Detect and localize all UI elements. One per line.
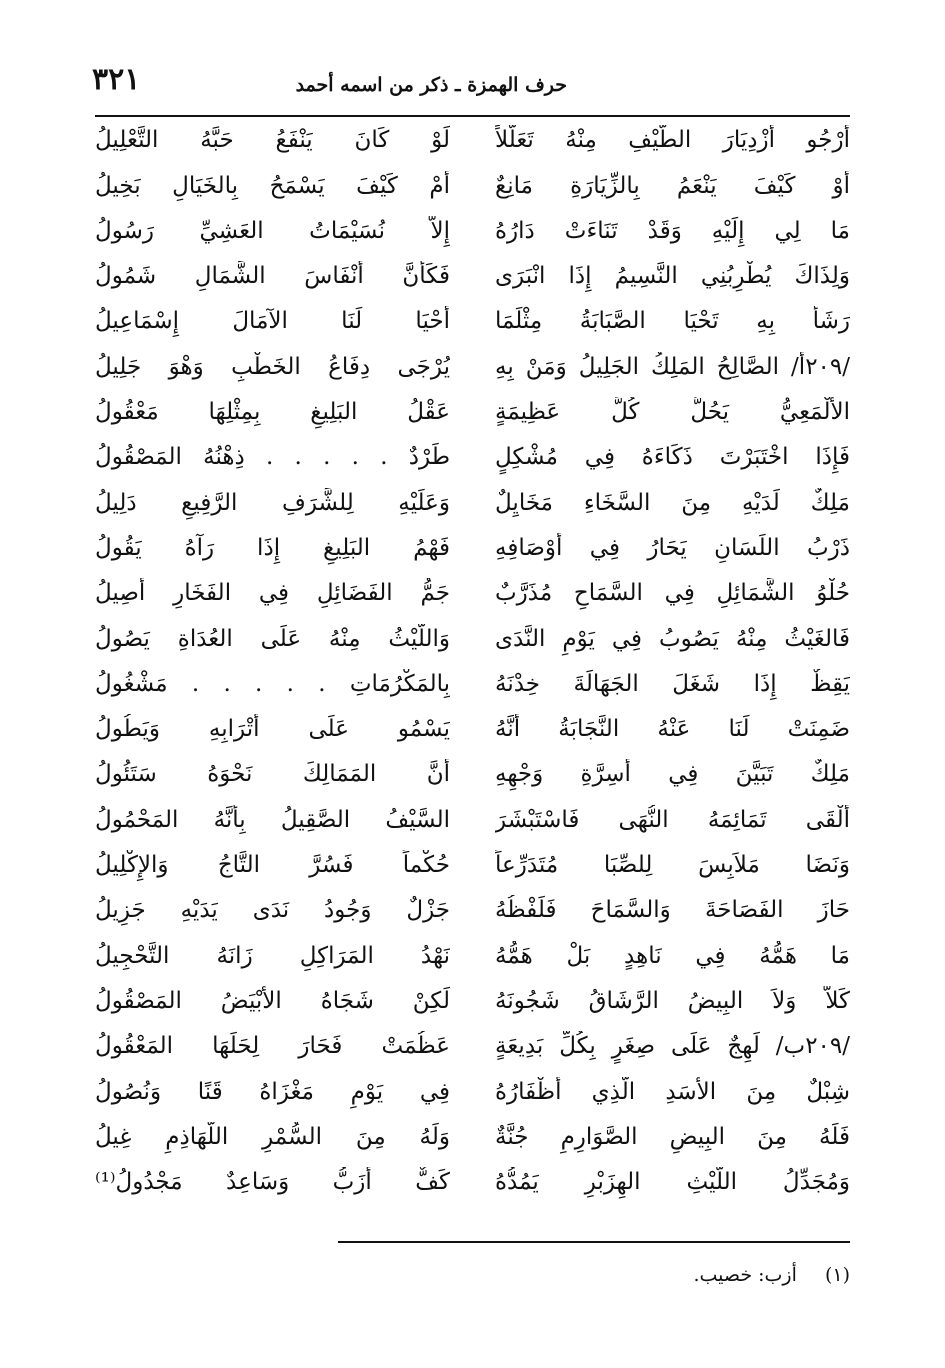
verse-line <box>95 888 850 933</box>
verse-second-hemistich: لَوْ كَانَ يَنْفَعُ حَبَّهُ التَّعْلِيلُ <box>95 127 450 154</box>
verse-first-hemistich: ذَرْبُ اللِّسَانِ يَحَارُ فِي أَوْصَافِهِ <box>495 534 850 561</box>
footnote <box>693 1264 850 1286</box>
verse-second-hemistich: حُكْماً فَسُرَّ التَّاجُ وَالإِكْلِيلُ <box>95 852 450 879</box>
verse-line <box>95 480 850 525</box>
verse-first-hemistich: مَلِكٌ لَدَيْهِ مِنَ السَّخَاءِ مَخَايِلٌ <box>495 489 850 516</box>
verse-second-hemistich: إِلاَّ نُسَيْمَاتُ العَشِيِّ رَسُولُ <box>95 217 450 244</box>
verse-line <box>95 254 850 299</box>
verse-line <box>95 1160 850 1205</box>
verse-second-hemistich: بِالمَكْرُمَاتِ . . . . . مَشْغُولُ <box>95 670 450 697</box>
verse-first-hemistich: يَقِظٌ إِذَا شَغَلَ الجَهَالَةَ خِدْنَهُ <box>495 670 850 697</box>
verse-second-hemistich: وَلَهُ مِنَ السُّمْرِ اللَّهَاذِمِ غِيلُ <box>95 1123 450 1150</box>
verse-first-hemistich: الأَلْمَعِيُّ يَحُلُّ كُلَّ عَظِيمَةٍ <box>495 399 850 426</box>
verse-second-hemistich: فَكَأَنَّ أَنْفَاسَ الشَّمَالِ شَمُولُ <box>95 263 450 290</box>
verse-line <box>95 843 850 888</box>
verse-second-hemistich: جَزْلٌ وَجُودُ نَدَى يَدَيْهِ جَزِيلُ <box>95 897 450 924</box>
verse-line <box>95 752 850 797</box>
verse-second-hemistich: يُرْجَى دِفَاعُ الخَطْبِ وَهْوَ جَلِيلُ <box>95 353 450 380</box>
verse-first-hemistich: مَا هَمُّهُ فِي نَاهِدٍ بَلْ هَمُّهُ <box>495 942 850 969</box>
verse-first-hemistich: مَا لِي إِلَيْهِ وَقَدْ تَنَاءَتْ دَارُهُ <box>495 217 850 244</box>
verse-second-hemistich: جَمُّ الفَضَائِلِ فِي الفَخَارِ أَصِيلُ <box>95 580 450 607</box>
verse-line <box>95 571 850 616</box>
verse-first-hemistich: فَالغَيْثُ مِنْهُ يَصُوبُ فِي يَوْمِ النَّدَى <box>495 625 850 652</box>
verse-first-hemistich: حُلْوُ الشَّمَائِلِ فِي السَّمَاحِ مُذَرَّبٌ <box>495 580 850 607</box>
verse-line <box>95 1024 850 1069</box>
header-divider <box>95 115 850 117</box>
verse-first-hemistich: أَرْجُو أَزْدِيَارَ الطَّيْفِ مِنْهُ تَعَلُّلاً <box>495 127 850 154</box>
verse-first-hemistich: وَنَضَا مَلاَبِسَ لِلصِّبَا مُتَدَرِّعاً <box>495 852 850 879</box>
verse-first-hemistich: حَازَ الفَصَاحَةَ وَالسَّمَاحَ فَلَفْظُهُ <box>495 897 850 924</box>
verse-first-hemistich: أَوْ كَيْفَ يَنْعَمُ بِالزِّيَارَةِ مَانِعٌ <box>495 172 850 199</box>
verse-second-hemistich: نَهْدُ المَرَاكِلِ زَانَهُ التَّحْجِيلُ <box>95 942 450 969</box>
verse-line <box>95 390 850 435</box>
verse-line <box>95 1115 850 1160</box>
verse-line <box>95 118 850 163</box>
verse-second-hemistich: فَهْمُ البَلِيغِ إِذَا رَآهُ يَقُولُ <box>95 534 450 561</box>
verse-first-hemistich: ضَمِنَتْ لَنَا عَنْهُ النَّجَابَةُ أَنَّهُ <box>495 716 850 743</box>
verse-first-hemistich: كَلاَّ وَلاَ البِيضُ الرَّشَاقُ شَجُونَهُ <box>495 987 850 1014</box>
verse-second-hemistich: طَرْدٌ . . . . . ذِهْنُهُ المَصْقُولُ <box>95 444 450 471</box>
verse-second-hemistich: عَقْلُ البَلِيغِ بِمِثْلِهَا مَعْقُولُ <box>95 399 450 426</box>
verse-first-hemistich: أَلْقَى تَمَائِمَهُ النُّهَى فَاسْتَبْشَرَ <box>495 806 850 833</box>
verse-first-hemistich: رَشَأٌ بِهِ تَحْيَا الصَّبَابَةُ مِثْلَمَا <box>495 308 850 335</box>
verse-second-hemistich: وَعَلَيْهِ لِلشَّرَفِ الرَّفِيعِ دَلِيلُ <box>95 489 450 516</box>
verse-second-hemistich: أَحْيَا لَنَا الآمَالَ إِسْمَاعِيلُ <box>95 308 450 335</box>
verse-line <box>95 933 850 978</box>
verse-first-hemistich: /٢٠٩ب/ لَهِجٌ عَلَى صِغَرٍ بِكُلِّ بَدِيعَةٍ <box>495 1033 850 1060</box>
verse-line <box>95 979 850 1024</box>
verse-line <box>95 435 850 480</box>
verse-line <box>95 1069 850 1114</box>
verse-line <box>95 344 850 389</box>
verse-second-hemistich: أَنَّ المَمَالِكَ نَحْوَهُ سَتَئُولُ <box>95 761 450 788</box>
verse-second-hemistich: كَفٌّ أَزَبُّ وَسَاعِدٌ مَجْدُولُ⁽¹⁾ <box>95 1169 450 1196</box>
running-head: حرف الهمزة ـ ذكر من اسمه أحمد <box>295 74 567 96</box>
verse-first-hemistich: فَلَهُ مِنَ البِيضِ الصَّوَارِمِ جُنَّةٌ <box>495 1123 850 1150</box>
verse-second-hemistich: أَمْ كَيْفَ يَسْمَحُ بِالخَيَالِ بَخِيلُ <box>95 172 450 199</box>
verse-line <box>95 526 850 571</box>
footnote-text: أزب: خصيب. <box>693 1264 797 1286</box>
verse-second-hemistich: السَّيْفُ الصَّقِيلُ بِأَنَّهُ المَحْمُولُ <box>95 806 450 833</box>
verse-first-hemistich: مَلِكٌ تَبَيَّنَ فِي أَسِرَّةِ وَجْهِهِ <box>495 761 850 788</box>
verse-line <box>95 299 850 344</box>
verse-second-hemistich: وَاللَّيْثُ مِنْهُ عَلَى العُدَاةِ يَصُولُ <box>95 625 450 652</box>
verse-line <box>95 616 850 661</box>
page-number: ٣٢١ <box>92 62 141 97</box>
poem-body <box>95 118 850 1205</box>
verse-first-hemistich: شِبْلٌ مِنَ الأَسَدِ الَّذِي أَظْفَارُهُ <box>495 1078 850 1105</box>
footnote-divider <box>338 1241 850 1243</box>
verse-first-hemistich: وَلِذَاكَ يُطْرِبُنِي النَّسِيمُ إِذَا انْبَرَى <box>495 263 850 290</box>
verse-line <box>95 797 850 842</box>
verse-second-hemistich: فِي يَوْمِ مَغْزَاهُ قَنًا وَنُصُولُ <box>95 1078 450 1105</box>
verse-line <box>95 209 850 254</box>
verse-line <box>95 707 850 752</box>
verse-first-hemistich: /٢٠٩أ/ الصَّالِحُ المَلِكُ الجَلِيلُ وَمَنْ بِهِ <box>495 353 850 380</box>
verse-second-hemistich: يَسْمُو عَلَى أَتْرَابِهِ وَيَطُولُ <box>95 716 450 743</box>
verse-second-hemistich: عَظُمَتْ فَحَارَ لِحَلِّهَا المَعْقُولُ <box>95 1033 450 1060</box>
verse-first-hemistich: وَمُجَدِّلُ اللَّيْثِ الهِزَبْرِ يَمُدُّهُ <box>495 1169 850 1196</box>
verse-line <box>95 662 850 707</box>
footnote-number: (١) <box>824 1264 850 1286</box>
verse-line <box>95 163 850 208</box>
verse-first-hemistich: فَإِذَا اخْتَبَرْتَ ذَكَاءَهُ فِي مُشْكِلٍ <box>495 444 850 471</box>
verse-second-hemistich: لَكِنْ شَجَاهُ الأَبْيَضُ المَصْقُولُ <box>95 987 450 1014</box>
